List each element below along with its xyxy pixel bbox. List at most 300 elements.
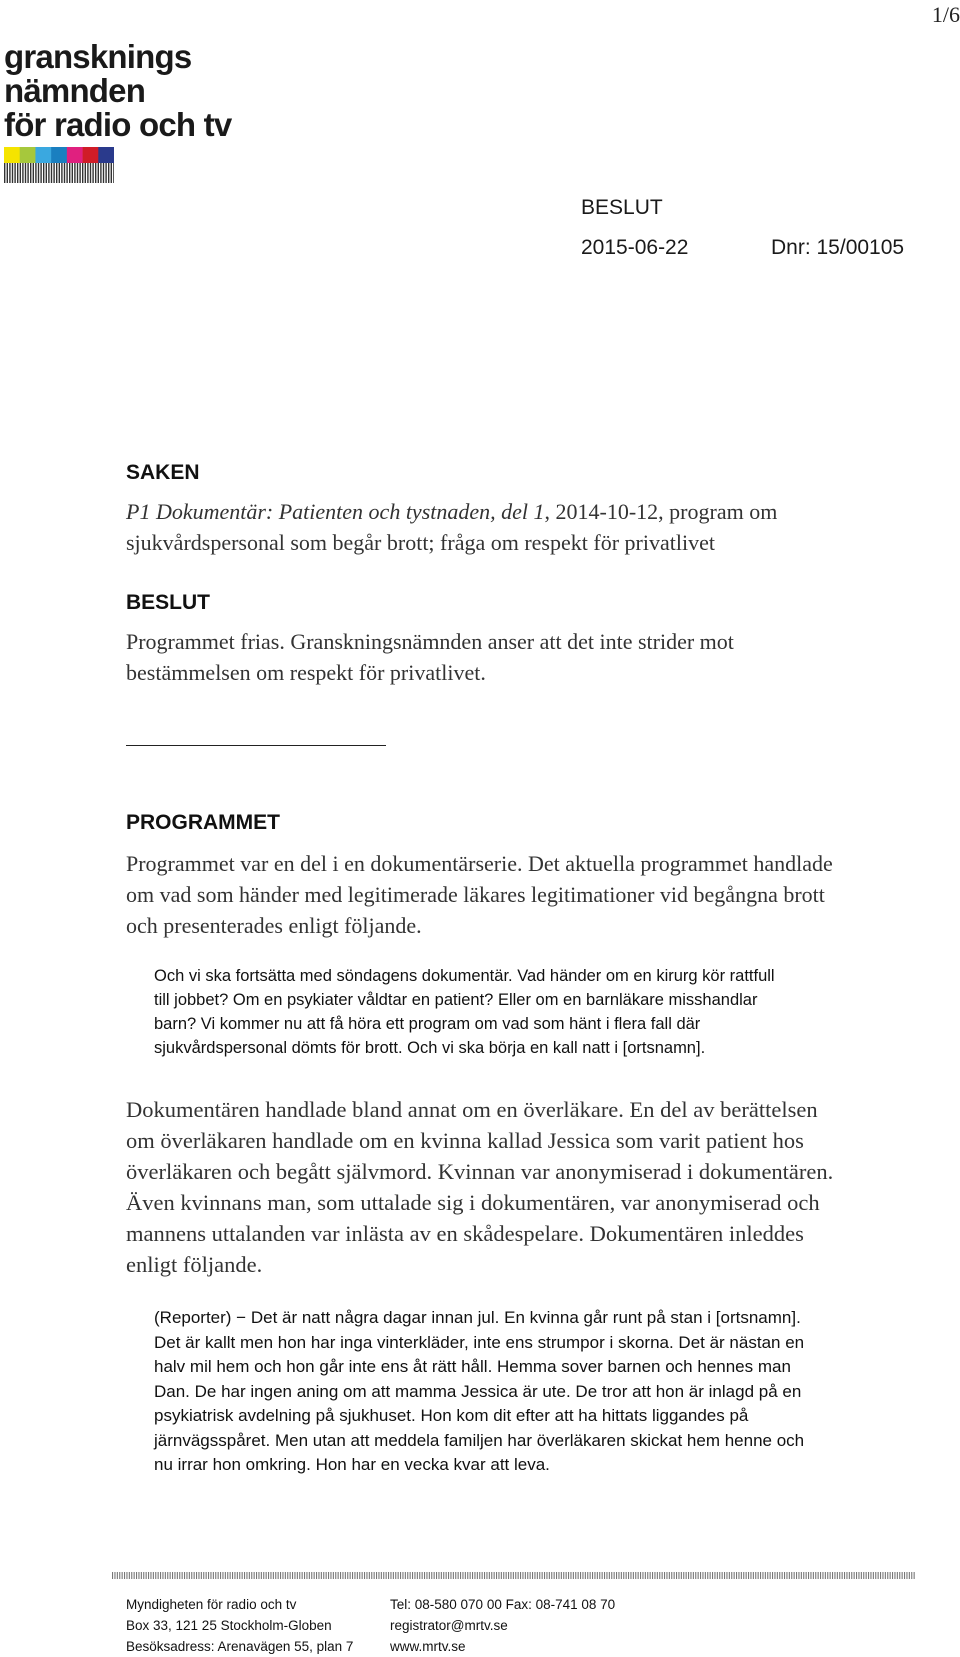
- logo-bar: [100, 163, 101, 183]
- footer-rule-tick: [726, 1572, 727, 1579]
- logo-bar: [7, 163, 8, 183]
- footer-rule-tick: [904, 1572, 905, 1579]
- footer-rule-tick: [486, 1572, 487, 1579]
- footer-rule-tick: [563, 1572, 564, 1579]
- footer-rule-tick: [225, 1572, 226, 1579]
- footer-rule-tick: [592, 1572, 593, 1579]
- footer-rule-tick: [741, 1572, 742, 1579]
- footer-rule-tick: [354, 1572, 355, 1579]
- footer-rule-tick: [304, 1572, 305, 1579]
- footer-rule-tick: [280, 1572, 281, 1579]
- footer-rule-tick: [537, 1572, 538, 1579]
- footer-rule-tick: [647, 1572, 648, 1579]
- footer-rule-tick: [297, 1572, 298, 1579]
- footer-rule-tick: [405, 1572, 406, 1579]
- saken-text: [126, 496, 906, 558]
- footer-rule-tick: [810, 1572, 811, 1579]
- footer-rule-tick: [525, 1572, 526, 1579]
- logo-bar: [53, 163, 54, 183]
- footer-rule-tick: [227, 1572, 228, 1579]
- footer-rule-tick: [510, 1572, 511, 1579]
- footer-rule-tick: [854, 1572, 855, 1579]
- footer-rule-tick: [616, 1572, 617, 1579]
- programmet-heading: PROGRAMMET: [126, 811, 280, 834]
- footer-rule-tick: [309, 1572, 310, 1579]
- footer-rule-tick: [606, 1572, 607, 1579]
- footer-rule-tick: [230, 1572, 231, 1579]
- footer-rule-tick: [650, 1572, 651, 1579]
- footer-rule-tick: [784, 1572, 785, 1579]
- footer-rule-tick: [141, 1572, 142, 1579]
- logo-bar: [9, 163, 10, 183]
- footer-line: Box 33, 121 25 Stockholm-Globen: [126, 1618, 332, 1633]
- footer-rule-tick: [179, 1572, 180, 1579]
- footer-rule-tick: [198, 1572, 199, 1579]
- logo-color-stripe: [20, 147, 36, 163]
- footer-rule-tick: [242, 1572, 243, 1579]
- footer-rule-tick: [573, 1572, 574, 1579]
- logo-bar: [66, 163, 67, 183]
- footer-rule-tick: [681, 1572, 682, 1579]
- footer-line: Tel: 08-580 070 00 Fax: 08-741 08 70: [390, 1597, 616, 1612]
- footer-rule-tick: [482, 1572, 483, 1579]
- footer-rule-tick: [148, 1572, 149, 1579]
- footer-rule-tick: [206, 1572, 207, 1579]
- footer-rule-tick: [590, 1572, 591, 1579]
- footer-rule-tick: [131, 1572, 132, 1579]
- footer-rule-tick: [748, 1572, 749, 1579]
- logo-bar: [111, 163, 112, 183]
- footer-rule-tick: [393, 1572, 394, 1579]
- footer-rule-tick: [743, 1572, 744, 1579]
- footer-rule-tick: [306, 1572, 307, 1579]
- footer-rule-tick: [294, 1572, 295, 1579]
- footer-rule-tick: [364, 1572, 365, 1579]
- footer-rule-tick: [323, 1572, 324, 1579]
- logo-bar: [30, 163, 31, 183]
- footer-rule-tick: [503, 1572, 504, 1579]
- footer-rule-tick: [414, 1572, 415, 1579]
- footer-rule-tick: [803, 1572, 804, 1579]
- footer-rule-tick: [782, 1572, 783, 1579]
- footer-rule-tick: [419, 1572, 420, 1579]
- footer-rule-tick: [172, 1572, 173, 1579]
- footer-rule-tick: [237, 1572, 238, 1579]
- footer-rule-tick: [398, 1572, 399, 1579]
- footer-rule-tick: [609, 1572, 610, 1579]
- footer-rule-tick: [515, 1572, 516, 1579]
- footer-rule-tick: [674, 1572, 675, 1579]
- footer-rule-tick: [894, 1572, 895, 1579]
- footer-rule-tick: [112, 1572, 113, 1579]
- footer-rule-tick: [513, 1572, 514, 1579]
- footer-rule-tick: [806, 1572, 807, 1579]
- footer-rule-tick: [258, 1572, 259, 1579]
- footer-rule-tick: [707, 1572, 708, 1579]
- footer-rule-tick: [630, 1572, 631, 1579]
- quote-line: järnvägsspåret. Men utan att meddela familjen har överläkaren skickat hem henne och: [154, 1430, 805, 1450]
- logo-color-stripe: [35, 147, 51, 163]
- footer-rule-tick: [851, 1572, 852, 1579]
- footer-rule-tick: [846, 1572, 847, 1579]
- footer-rule-tick: [244, 1572, 245, 1579]
- footer-rule-tick: [182, 1572, 183, 1579]
- logo-bar: [85, 163, 86, 183]
- footer-rule-tick: [698, 1572, 699, 1579]
- footer-rule-tick: [203, 1572, 204, 1579]
- footer-rule-tick: [652, 1572, 653, 1579]
- footer-rule-tick: [642, 1572, 643, 1579]
- logo-stripes: [4, 147, 114, 183]
- footer-rule-tick: [858, 1572, 859, 1579]
- footer-rule-tick: [570, 1572, 571, 1579]
- footer-rule-tick: [597, 1572, 598, 1579]
- footer-rule-tick: [366, 1572, 367, 1579]
- footer-rule-tick: [417, 1572, 418, 1579]
- logo-bar: [17, 163, 18, 183]
- footer-rule-tick: [335, 1572, 336, 1579]
- footer-rule-tick: [465, 1572, 466, 1579]
- footer-rule-tick: [522, 1572, 523, 1579]
- footer-rule-tick: [578, 1572, 579, 1579]
- footer-rule-tick: [575, 1572, 576, 1579]
- quote-line: sjukvårdspersonal dömts för brott. Och vi ska börja en kall natt i [ortsnamn].: [154, 1039, 706, 1057]
- logo-color-stripe: [98, 147, 114, 163]
- footer-line: Myndigheten för radio och tv: [126, 1597, 297, 1612]
- programmet-text: [126, 848, 906, 941]
- footer-rule-tick: [914, 1572, 915, 1579]
- quote-intro: [154, 964, 894, 1060]
- logo-bar: [20, 163, 21, 183]
- footer-rule-tick: [801, 1572, 802, 1579]
- footer-rule-tick: [232, 1572, 233, 1579]
- paragraph-line: enligt följande.: [126, 1252, 263, 1277]
- footer-rule-tick: [520, 1572, 521, 1579]
- footer-rule-tick: [628, 1572, 629, 1579]
- footer-rule-tick: [429, 1572, 430, 1579]
- footer-rule-tick: [657, 1572, 658, 1579]
- logo-line-3: för radio och tv: [4, 106, 232, 143]
- footer-rule-tick: [662, 1572, 663, 1579]
- footer-rule-tick: [635, 1572, 636, 1579]
- footer-rule-tick: [700, 1572, 701, 1579]
- footer-rule-tick: [479, 1572, 480, 1579]
- footer-rule-tick: [177, 1572, 178, 1579]
- footer-rule-tick: [868, 1572, 869, 1579]
- quote-line: halv mil hem och hon går inte ens åt rätt håll. Hemma sover barnen och hennes man: [154, 1357, 791, 1376]
- footer-rule-tick: [150, 1572, 151, 1579]
- footer-rule-tick: [299, 1572, 300, 1579]
- footer-rule-tick: [911, 1572, 912, 1579]
- footer-rule-tick: [808, 1572, 809, 1579]
- footer-rule-tick: [270, 1572, 271, 1579]
- footer-rule-tick: [129, 1572, 130, 1579]
- footer-rule-tick: [374, 1572, 375, 1579]
- footer-rule-tick: [402, 1572, 403, 1579]
- footer-rule-tick: [407, 1572, 408, 1579]
- footer-rule-tick: [213, 1572, 214, 1579]
- footer-rule-tick: [434, 1572, 435, 1579]
- logo-bar: [69, 163, 70, 183]
- footer-rule-tick: [474, 1572, 475, 1579]
- footer-rule-tick: [830, 1572, 831, 1579]
- footer-rule-tick: [201, 1572, 202, 1579]
- logo-bar: [12, 163, 13, 183]
- footer-rule-tick: [266, 1572, 267, 1579]
- footer-rule-tick: [472, 1572, 473, 1579]
- logo-bar: [72, 163, 73, 183]
- footer-rule-tick: [160, 1572, 161, 1579]
- footer-rule-tick: [318, 1572, 319, 1579]
- beslut-heading: BESLUT: [126, 591, 210, 614]
- footer-rule-tick: [194, 1572, 195, 1579]
- footer-rule-tick: [261, 1572, 262, 1579]
- footer-rule-tick: [431, 1572, 432, 1579]
- footer-rule-tick: [530, 1572, 531, 1579]
- footer-rule-tick: [842, 1572, 843, 1579]
- saken-heading: SAKEN: [126, 461, 200, 484]
- footer-rule-tick: [458, 1572, 459, 1579]
- programmet-text-line: om vad som händer med legitimerade läkares legitimationer vid begångna brott: [126, 882, 825, 907]
- footer-rule-tick: [645, 1572, 646, 1579]
- footer-rule-tick: [909, 1572, 910, 1579]
- logo-bar: [98, 163, 99, 183]
- logo-bar: [79, 163, 80, 183]
- footer-rule-tick: [282, 1572, 283, 1579]
- footer-rule-tick: [825, 1572, 826, 1579]
- footer-rule-tick: [760, 1572, 761, 1579]
- logo-bar: [46, 163, 47, 183]
- footer-rule-tick: [234, 1572, 235, 1579]
- footer-rule-tick: [287, 1572, 288, 1579]
- footer-rule-tick: [170, 1572, 171, 1579]
- footer-rule-tick: [263, 1572, 264, 1579]
- footer-rule-tick: [734, 1572, 735, 1579]
- footer-rule-tick: [506, 1572, 507, 1579]
- footer-rule-tick: [724, 1572, 725, 1579]
- footer-rule-tick: [254, 1572, 255, 1579]
- logo-bar: [74, 163, 75, 183]
- logo-bar: [95, 163, 96, 183]
- footer-rule-tick: [489, 1572, 490, 1579]
- footer-rule-tick: [184, 1572, 185, 1579]
- footer-rule-tick: [604, 1572, 605, 1579]
- footer-rule-tick: [165, 1572, 166, 1579]
- logo-bar: [92, 163, 93, 183]
- footer-rule-tick: [686, 1572, 687, 1579]
- footer-rule-tick: [162, 1572, 163, 1579]
- logo-line-2: nämnden: [4, 72, 146, 109]
- paragraph-line: Dokumentären handlade bland annat om en överläkare. En del av berättelsen: [126, 1097, 818, 1122]
- footer-rule-tick: [484, 1572, 485, 1579]
- footer-rule-tick: [666, 1572, 667, 1579]
- logo-bar: [4, 163, 5, 183]
- footer-rule-tick: [251, 1572, 252, 1579]
- footer-rule-tick: [566, 1572, 567, 1579]
- footer-rule-tick: [138, 1572, 139, 1579]
- footer-rule-tick: [134, 1572, 135, 1579]
- beslut-text-line: Programmet frias. Granskningsnämnden anser att det inte strider mot: [126, 629, 734, 654]
- footer-rule-tick: [822, 1572, 823, 1579]
- quote-line: Det är kallt men hon har inga vinterkläder, inte ens strumpor i skorna. Det är nästan en: [154, 1332, 805, 1352]
- footer-rule-tick: [863, 1572, 864, 1579]
- footer-rule-tick: [330, 1572, 331, 1579]
- footer-rule-tick: [750, 1572, 751, 1579]
- footer-rule-tick: [887, 1572, 888, 1579]
- footer-rule-tick: [311, 1572, 312, 1579]
- footer-rule-tick: [844, 1572, 845, 1579]
- footer-rule-tick: [594, 1572, 595, 1579]
- footer-rule-tick: [599, 1572, 600, 1579]
- footer-rule-tick: [501, 1572, 502, 1579]
- footer-rule-tick: [611, 1572, 612, 1579]
- saken-text-line: sjukvårdspersonal som begår brott; fråga om respekt för privatlivet: [126, 530, 715, 555]
- footer-rule-tick: [796, 1572, 797, 1579]
- footer-rule-tick: [633, 1572, 634, 1579]
- footer-rule-tick: [340, 1572, 341, 1579]
- footer-dotted-rule: [112, 1572, 915, 1579]
- footer-rule-tick: [347, 1572, 348, 1579]
- footer-rule-tick: [275, 1572, 276, 1579]
- footer-rule-tick: [534, 1572, 535, 1579]
- footer-rule-tick: [518, 1572, 519, 1579]
- footer-rule-tick: [554, 1572, 555, 1579]
- logo-bar: [108, 163, 109, 183]
- footer-rule-tick: [827, 1572, 828, 1579]
- footer-rule-tick: [683, 1572, 684, 1579]
- quote-line: Dan. De har ingen aning om att mamma Jessica är ute. De tror att hon är inlagd på en: [154, 1381, 802, 1401]
- footer-rule-tick: [551, 1572, 552, 1579]
- beslut-text: [126, 626, 906, 688]
- footer-rule-tick: [755, 1572, 756, 1579]
- footer-rule-tick: [702, 1572, 703, 1579]
- footer-rule-tick: [546, 1572, 547, 1579]
- logo-line-1: gransknings: [4, 38, 192, 75]
- footer-rule-tick: [873, 1572, 874, 1579]
- logo-bar: [14, 163, 15, 183]
- footer-rule-tick: [345, 1572, 346, 1579]
- footer-rule-tick: [357, 1572, 358, 1579]
- footer-rule-tick: [215, 1572, 216, 1579]
- footer-address: [126, 1594, 353, 1657]
- logo-bar: [105, 163, 106, 183]
- footer-rule-tick: [722, 1572, 723, 1579]
- footer-rule-tick: [352, 1572, 353, 1579]
- footer-rule-tick: [462, 1572, 463, 1579]
- footer-rule-tick: [746, 1572, 747, 1579]
- logo-bar: [82, 163, 83, 183]
- footer-rule-tick: [688, 1572, 689, 1579]
- footer-rule-tick: [906, 1572, 907, 1579]
- footer-rule-tick: [758, 1572, 759, 1579]
- quote-line: nu irrar hon omkring. Hon har en vecka kvar att leva.: [154, 1455, 550, 1474]
- logo-bar: [103, 163, 104, 183]
- footer-rule-tick: [381, 1572, 382, 1579]
- footer-rule-tick: [892, 1572, 893, 1579]
- footer-rule-tick: [774, 1572, 775, 1579]
- footer-rule-tick: [544, 1572, 545, 1579]
- logo-color-stripe: [67, 147, 83, 163]
- footer-rule-tick: [338, 1572, 339, 1579]
- footer-rule-tick: [328, 1572, 329, 1579]
- footer-rule-tick: [638, 1572, 639, 1579]
- footer-rule-tick: [146, 1572, 147, 1579]
- footer-rule-tick: [779, 1572, 780, 1579]
- footer-rule-tick: [290, 1572, 291, 1579]
- logo-bar: [25, 163, 26, 183]
- logo-bar: [43, 163, 44, 183]
- programmet-text-line: Programmet var en del i en dokumentärserie. Det aktuella programmet handlade: [126, 851, 833, 876]
- footer-rule-tick: [861, 1572, 862, 1579]
- logo-bar: [33, 163, 34, 183]
- quote-line: barn? Vi kommer nu att få höra ett program om vad som hänt i flera fall där: [154, 1015, 701, 1033]
- footer-rule-tick: [256, 1572, 257, 1579]
- logo: [4, 40, 244, 142]
- footer-rule-tick: [314, 1572, 315, 1579]
- footer-rule-tick: [477, 1572, 478, 1579]
- footer-rule-tick: [664, 1572, 665, 1579]
- footer-rule-tick: [710, 1572, 711, 1579]
- footer-rule-tick: [791, 1572, 792, 1579]
- footer-rule-tick: [837, 1572, 838, 1579]
- logo-bar: [40, 163, 41, 183]
- footer-rule-tick: [539, 1572, 540, 1579]
- footer-rule-tick: [222, 1572, 223, 1579]
- footer-rule-tick: [580, 1572, 581, 1579]
- footer-rule-tick: [736, 1572, 737, 1579]
- footer-rule-tick: [820, 1572, 821, 1579]
- footer-line: Besöksadress: Arenavägen 55, plan 7: [126, 1639, 354, 1654]
- footer-rule-tick: [856, 1572, 857, 1579]
- quote-line: (Reporter) − Det är natt några dagar innan jul. En kvinna går runt på stan i [ortsnamn].: [154, 1308, 801, 1327]
- paragraph-line: överläkaren och begått självmord. Kvinnan var anonymiserad i dokumentären.: [126, 1159, 834, 1184]
- logo-color-stripe: [83, 147, 99, 163]
- footer-rule-tick: [386, 1572, 387, 1579]
- footer-rule-tick: [278, 1572, 279, 1579]
- separator-line: [126, 745, 386, 746]
- footer-rule-tick: [585, 1572, 586, 1579]
- footer-rule-tick: [426, 1572, 427, 1579]
- footer-rule-tick: [388, 1572, 389, 1579]
- footer-rule-tick: [695, 1572, 696, 1579]
- footer-rule-tick: [446, 1572, 447, 1579]
- footer-rule-tick: [899, 1572, 900, 1579]
- footer-rule-tick: [422, 1572, 423, 1579]
- footer-rule-tick: [890, 1572, 891, 1579]
- footer-rule-tick: [729, 1572, 730, 1579]
- logo-bar: [56, 163, 57, 183]
- footer-rule-tick: [532, 1572, 533, 1579]
- footer-rule-tick: [866, 1572, 867, 1579]
- footer-rule-tick: [390, 1572, 391, 1579]
- footer-rule-tick: [285, 1572, 286, 1579]
- footer-rule-tick: [467, 1572, 468, 1579]
- programmet-text-line: och presenterades enligt följande.: [126, 913, 422, 938]
- footer-rule-tick: [383, 1572, 384, 1579]
- footer-rule-tick: [587, 1572, 588, 1579]
- footer-rule-tick: [292, 1572, 293, 1579]
- footer-rule-tick: [153, 1572, 154, 1579]
- footer-rule-tick: [849, 1572, 850, 1579]
- footer-rule-tick: [767, 1572, 768, 1579]
- footer-rule-tick: [602, 1572, 603, 1579]
- footer-rule-tick: [794, 1572, 795, 1579]
- quote-line: psykiatrisk avdelning på sjukhuset. Hon kom dit efter att ha hittats liggandes på: [154, 1406, 749, 1425]
- footer-rule-tick: [498, 1572, 499, 1579]
- footer-rule-tick: [839, 1572, 840, 1579]
- logo-color-stripe: [4, 147, 20, 163]
- footer-rule-tick: [448, 1572, 449, 1579]
